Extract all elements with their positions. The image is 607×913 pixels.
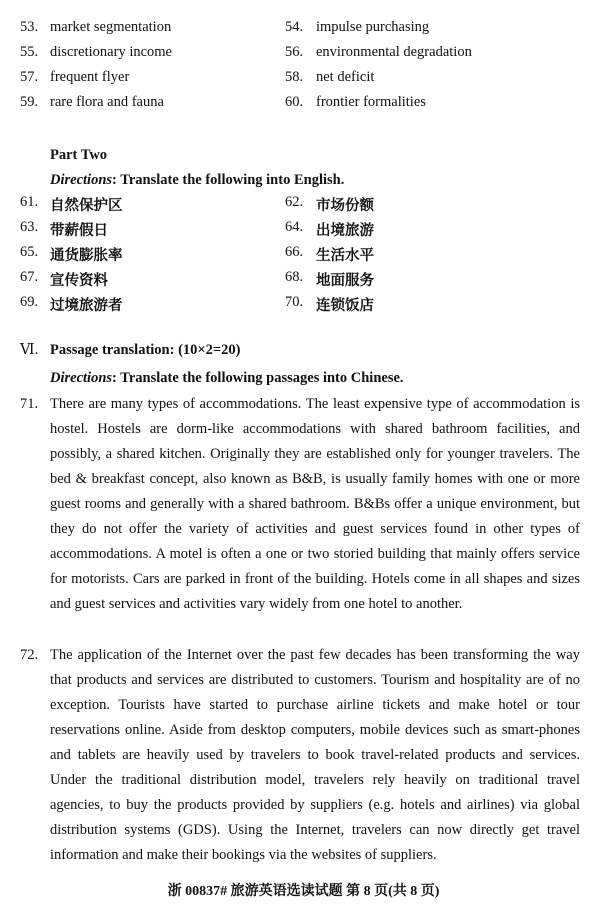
part-two-directions: [50, 172, 344, 189]
vocab-term: 连锁饭店: [316, 298, 374, 314]
vocab-term: frequent flyer: [50, 69, 130, 85]
item-number: 68.: [285, 269, 304, 285]
part-two-heading: Part Two: [50, 147, 108, 163]
directions-label: Directions: [50, 370, 113, 386]
vocab-term: 宣传资料: [50, 273, 108, 289]
item-number: 63.: [20, 219, 39, 235]
vocab-row: [0, 44, 607, 66]
item-number: 64.: [285, 219, 304, 235]
passage-number: 72.: [20, 647, 39, 663]
vocab-term: market segmentation: [50, 19, 172, 35]
vocab-term: net deficit: [316, 69, 375, 85]
item-number: 62.: [285, 194, 304, 210]
section-directions: [50, 370, 404, 387]
directions-text: : Translate the following into English.: [112, 172, 345, 188]
vocab-row: [0, 69, 607, 91]
vocab-term: 生活水平: [316, 248, 374, 264]
section-numeral: Ⅵ.: [20, 342, 39, 358]
section-title: Passage translation: (10×2=20): [50, 342, 241, 358]
passage-text: There are many types of accommodations. The least expensive type of accommodation is hostel. Hostels are dorm-like accommodations with shared bathroom facilities, and possibly, a shared kitchen. Originally they are established only for younger travelers. The bed & breakfast concept, also known as B&B, is usually family homes with one or more guest rooms and generally with a shared bathroom. B&Bs offer a unique environment, but they do not offer the variety of activities and guest services found in other types of accommodations. A motel is often a one or two storied building that mainly offers service for motorists. Cars are parked in front of the building. Hotels come in all shapes and sizes and guest services and activities vary widely from one hotel to another.: [50, 396, 580, 612]
item-number: 60.: [285, 94, 304, 110]
item-number: 59.: [20, 94, 39, 110]
vocab-term: 带薪假日: [50, 223, 108, 239]
vocab-term: 通货膨胀率: [50, 248, 123, 264]
item-number: 55.: [20, 44, 39, 60]
item-number: 66.: [285, 244, 304, 260]
vocab-term: rare flora and fauna: [50, 94, 164, 110]
vocab-row: [0, 19, 607, 41]
item-number: 57.: [20, 69, 39, 85]
vocab-row: [0, 194, 607, 216]
vocab-term: discretionary income: [50, 44, 172, 60]
item-number: 56.: [285, 44, 304, 60]
vocab-term: environmental degradation: [316, 44, 472, 60]
vocab-term: impulse purchasing: [316, 19, 430, 35]
item-number: 54.: [285, 19, 304, 35]
passage-text: The application of the Internet over the past few decades has been transforming the way that products and services are distributed to customers. Tourism and hospitality are of no exception. Tourists have started to purchase airline tickets and make hotel or tour reservations online. Aside from desktop computers, mobile devices such as smart-phones and tablets are heavily used by travelers to book travel-related products and services. Under the traditional distribution model, travelers rely heavily on traditional travel agencies, to buy the products provided by suppliers (e.g. hotels and airlines) via global distribution systems (GDS). Using the Internet, travelers can now directly get travel information and make their bookings via the websites of suppliers.: [50, 647, 580, 863]
item-number: 53.: [20, 19, 39, 35]
item-number: 67.: [20, 269, 39, 285]
item-number: 70.: [285, 294, 304, 310]
page-footer: 浙 00837# 旅游英语选读试题 第 8 页(共 8 页): [167, 884, 440, 899]
item-number: 61.: [20, 194, 39, 210]
vocab-term: frontier formalities: [316, 94, 426, 110]
directions-text: : Translate the following passages into Chinese.: [112, 370, 404, 386]
vocab-row: [0, 219, 607, 241]
item-number: 65.: [20, 244, 39, 260]
directions-label: Directions: [50, 172, 113, 188]
vocab-row: [0, 244, 607, 266]
vocab-term: 市场份额: [316, 198, 374, 214]
vocab-term: 过境旅游者: [50, 298, 123, 314]
item-number: 69.: [20, 294, 39, 310]
vocab-term: 地面服务: [316, 273, 374, 289]
item-number: 58.: [285, 69, 304, 85]
vocab-term: 自然保护区: [50, 198, 123, 214]
vocab-term: 出境旅游: [316, 223, 374, 239]
passage-number: 71.: [20, 396, 39, 412]
vocab-row: [0, 269, 607, 291]
vocab-row: [0, 94, 607, 116]
vocab-row: [0, 294, 607, 316]
